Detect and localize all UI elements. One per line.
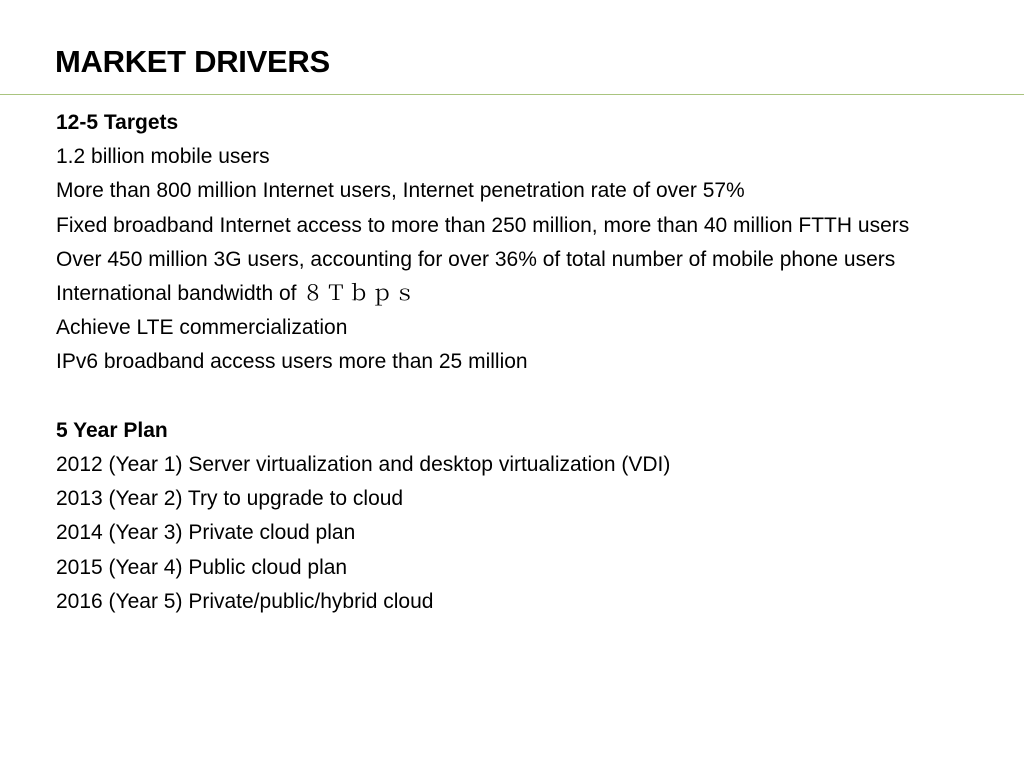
plan-section [56, 414, 1006, 619]
target-item: Fixed broadband Internet access to more than 250 million, more than 40 million FTTH users [56, 213, 910, 237]
target-item-value: ８Ｔｂｐｓ [302, 282, 418, 306]
slide-title: MARKET DRIVERS [55, 44, 330, 79]
plan-item: 2013 (Year 2) Try to upgrade to cloud [56, 487, 404, 511]
target-item: More than 800 million Internet users, Internet penetration rate of over 57% [56, 179, 745, 203]
target-item: Over 450 million 3G users, accounting for over 36% of total number of mobile phone users [56, 247, 896, 271]
target-item: 1.2 billion mobile users [56, 145, 270, 169]
plan-item: 2016 (Year 5) Private/public/hybrid cloud [56, 589, 434, 613]
target-item [56, 277, 1006, 311]
targets-section [56, 106, 1006, 380]
plan-item: 2014 (Year 3) Private cloud plan [56, 521, 356, 545]
targets-heading: 12-5 Targets [56, 111, 179, 134]
plan-item: 2012 (Year 1) Server virtualization and desktop virtualization (VDI) [56, 453, 671, 477]
plan-heading: 5 Year Plan [56, 418, 168, 442]
target-item: IPv6 broadband access users more than 25 million [56, 350, 528, 374]
plan-item: 2015 (Year 4) Public cloud plan [56, 555, 348, 579]
target-item-text: International bandwidth of [56, 282, 297, 306]
target-item: Achieve LTE commercialization [56, 316, 348, 340]
slide-body [56, 106, 1006, 619]
title-divider [0, 94, 1024, 95]
